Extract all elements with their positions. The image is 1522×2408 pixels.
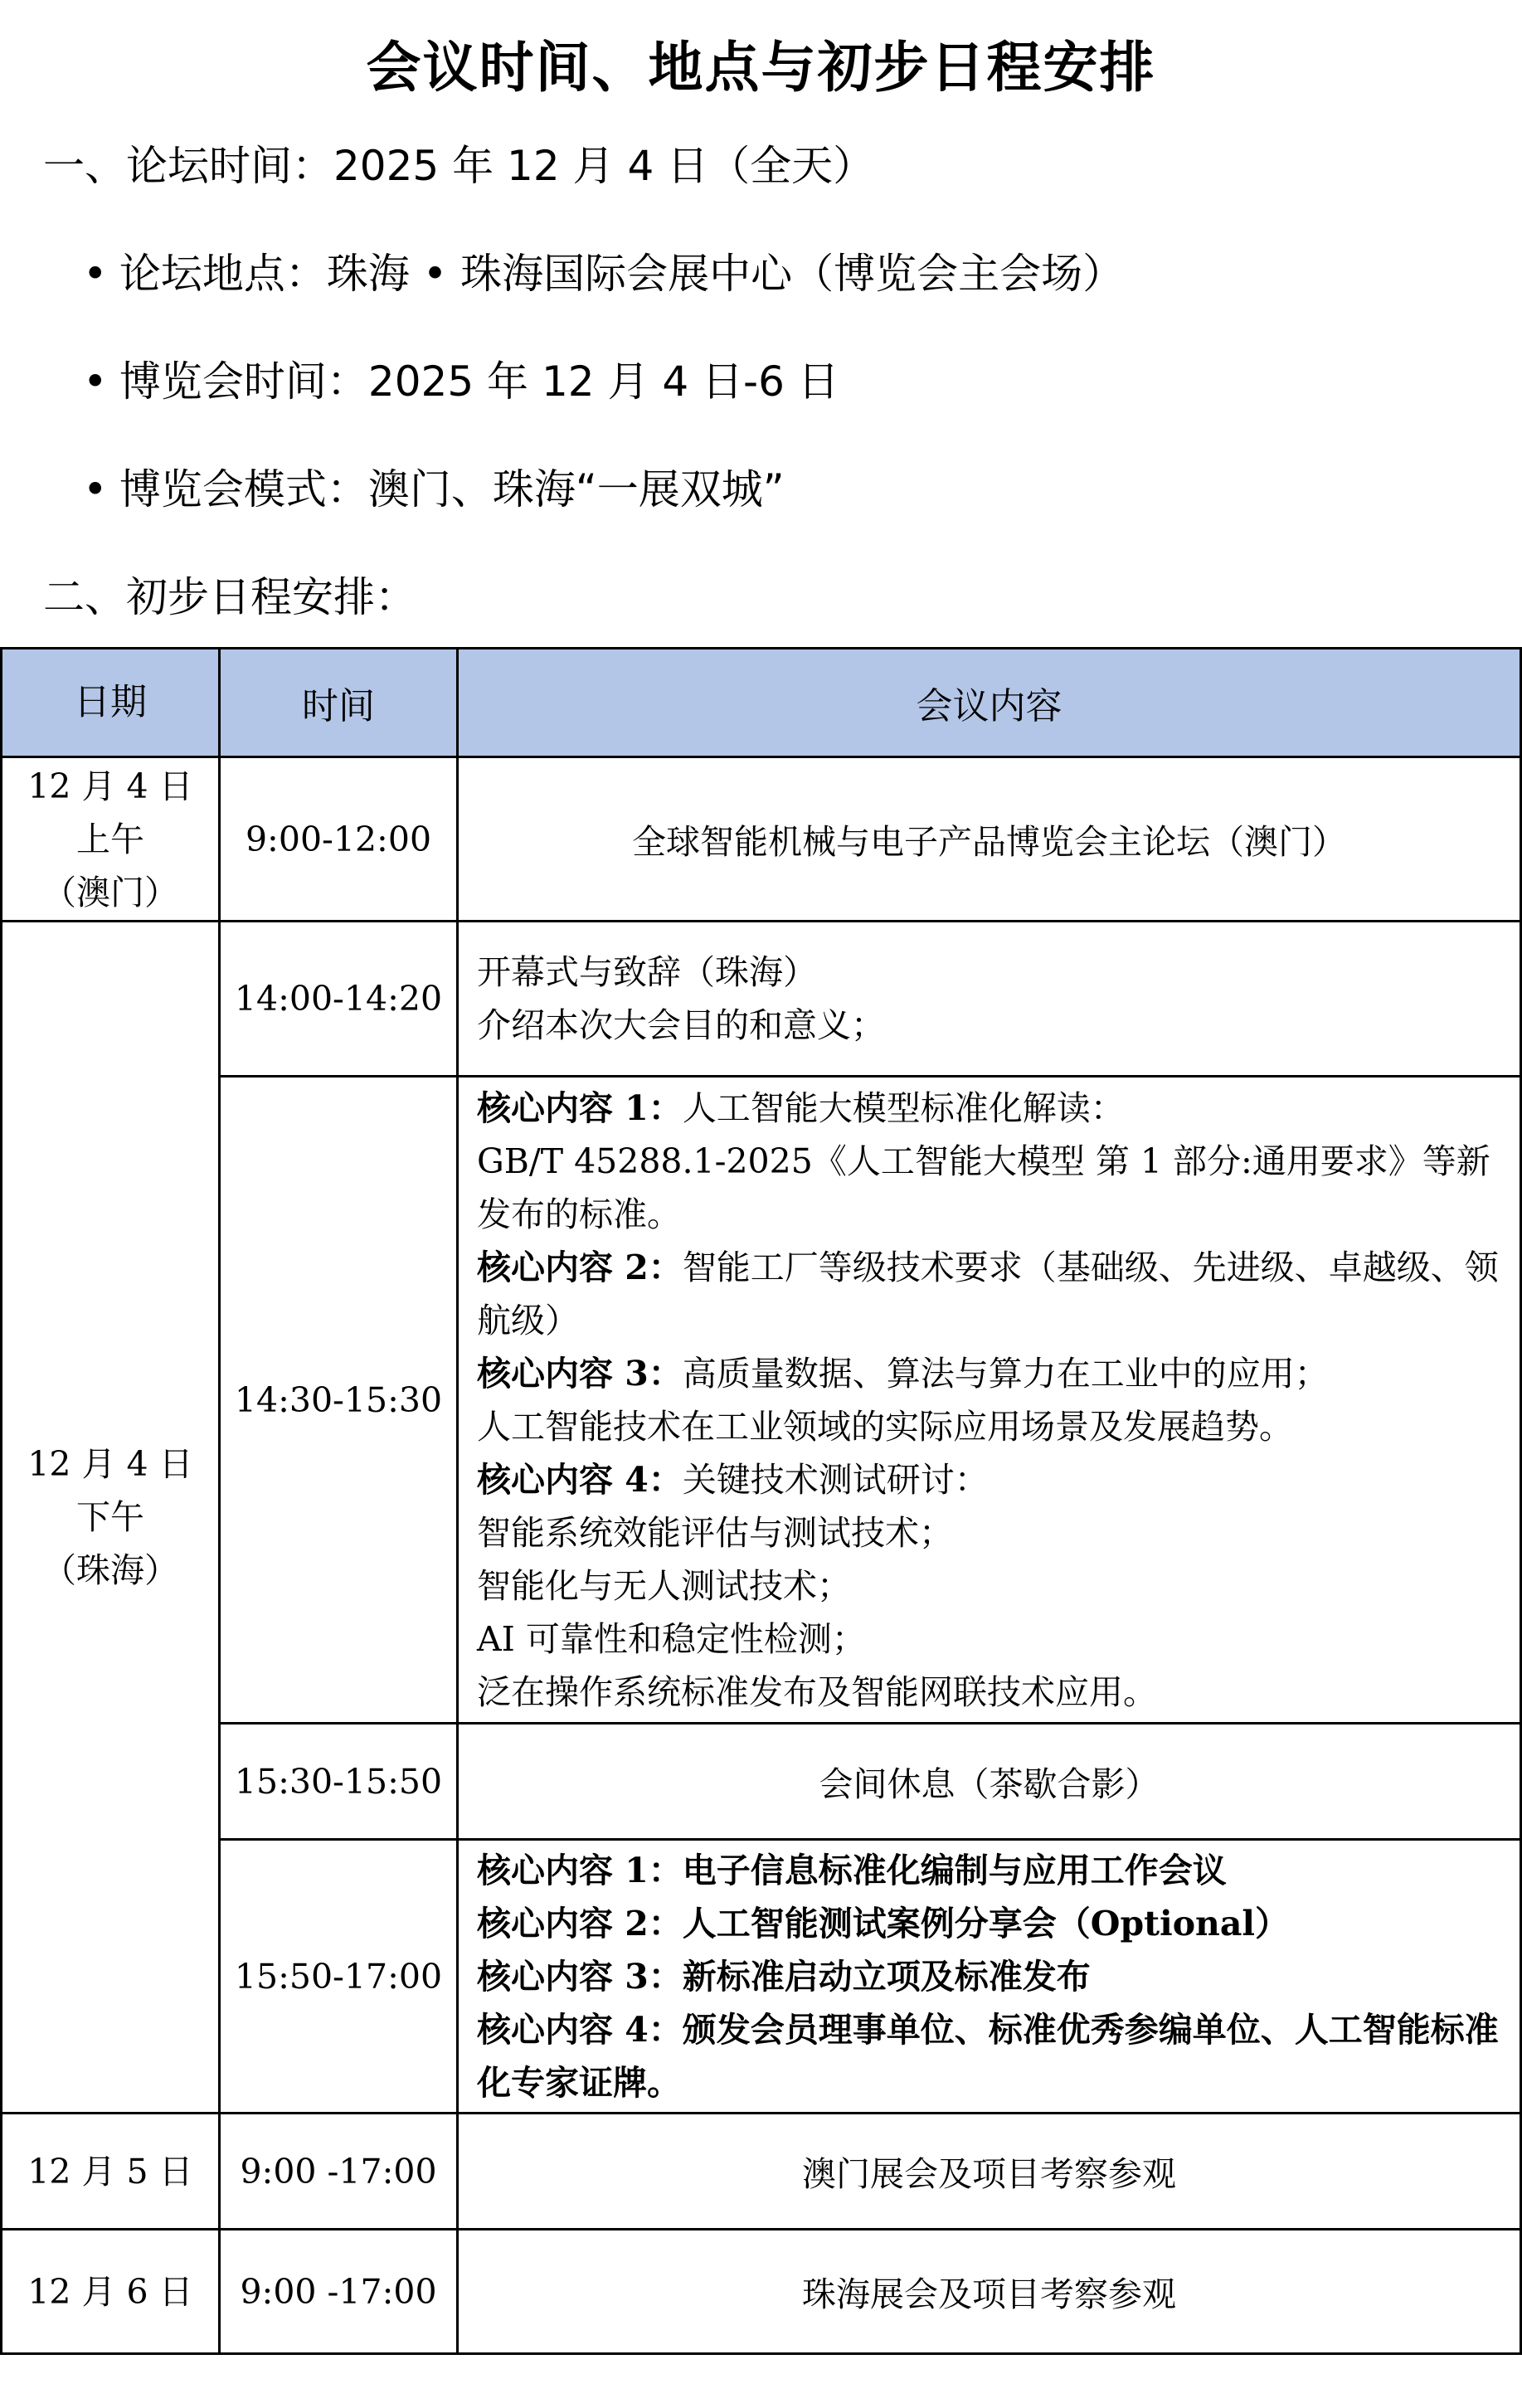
forum-time-heading: 一、论坛时间：2025 年 12 月 4 日（全天）	[43, 142, 875, 190]
header-date: 日期	[2, 649, 220, 757]
core-text: 智能工厂等级技术要求（基础级、先进级、卓越级、领航级）	[477, 1247, 1499, 1340]
date-line: 12 月 4 日	[27, 766, 193, 806]
table-row	[2, 1724, 1521, 1840]
table-row	[2, 2114, 1521, 2230]
content-cell: 澳门展会及项目考察参观	[458, 2114, 1521, 2230]
bullet-icon: •	[83, 465, 108, 513]
core-text: 关键技术测试研讨：	[682, 1459, 989, 1500]
time-cell: 9:00 -17:00	[220, 2230, 458, 2354]
date-line: （珠海）	[42, 1550, 178, 1590]
table-row	[2, 922, 1521, 1077]
content-line: 核心内容 3：新标准启动立项及标准发布	[477, 1956, 1091, 1997]
table-row	[2, 1077, 1521, 1724]
date-cell: 12 月 6 日	[2, 2230, 220, 2354]
bullet-text: 论坛地点：珠海 • 珠海国际会展中心（博览会主会场）	[119, 250, 1125, 298]
content-line	[477, 1453, 1511, 1506]
time-cell: 9:00 -17:00	[220, 2114, 458, 2230]
content-cell: 珠海展会及项目考察参观	[458, 2230, 1521, 2354]
table-row	[2, 1840, 1521, 2114]
date-cell	[2, 757, 220, 922]
time-cell: 14:30-15:30	[220, 1077, 458, 1724]
date-line: 12 月 4 日	[27, 1444, 193, 1484]
content-line: 核心内容 2：人工智能测试案例分享会（Optional）	[477, 1903, 1289, 1943]
core-label: 核心内容 4：	[477, 1459, 683, 1500]
header-content: 会议内容	[458, 649, 1521, 757]
bullet-text: 博览会模式：澳门、珠海“一展双城”	[119, 465, 785, 513]
time-cell: 14:00-14:20	[220, 922, 458, 1077]
core-label: 核心内容 3：	[477, 1353, 683, 1394]
content-cell: 会间休息（茶歇合影）	[458, 1724, 1521, 1840]
schedule-heading: 二、初步日程安排：	[43, 573, 416, 621]
date-line: （澳门）	[42, 872, 178, 912]
content-line: 智能系统效能评估与测试技术；	[477, 1512, 953, 1553]
content-cell	[458, 1077, 1521, 1724]
core-text: 人工智能大模型标准化解读：	[682, 1087, 1125, 1128]
bullet-icon: •	[83, 358, 108, 406]
bullet-text: 博览会时间：2025 年 12 月 4 日-6 日	[119, 358, 839, 406]
bullet-item-expo-time	[83, 348, 839, 408]
bullet-icon: •	[83, 250, 108, 298]
content-cell: 全球智能机械与电子产品博览会主论坛（澳门）	[458, 757, 1521, 922]
table-header-row	[2, 649, 1521, 757]
core-label: 核心内容 1：	[477, 1087, 683, 1128]
bullet-item-expo-mode	[83, 456, 785, 516]
content-line: AI 可靠性和稳定性检测；	[477, 1618, 866, 1659]
content-line: 核心内容 1：电子信息标准化编制与应用工作会议	[477, 1850, 1227, 1890]
content-line	[477, 1082, 1511, 1135]
time-cell: 15:50-17:00	[220, 1840, 458, 2114]
time-cell: 9:00-12:00	[220, 757, 458, 922]
date-cell: 12 月 5 日	[2, 2114, 220, 2230]
content-cell	[458, 1840, 1521, 2114]
table-row	[2, 757, 1521, 922]
header-time: 时间	[220, 649, 458, 757]
date-line: 下午	[76, 1497, 144, 1537]
core-label: 核心内容 2：	[477, 1247, 683, 1287]
schedule-table	[0, 647, 1522, 2355]
core-text: 高质量数据、算法与算力在工业中的应用；	[682, 1353, 1329, 1394]
table-row	[2, 2230, 1521, 2354]
content-line: 核心内容 4：颁发会员理事单位、标准优秀参编单位、人工智能标准化专家证牌。	[477, 2009, 1499, 2103]
content-line: 人工智能技术在工业领域的实际应用场景及发展趋势。	[477, 1406, 1293, 1447]
content-cell	[458, 922, 1521, 1077]
content-line: 开幕式与致辞（珠海）	[477, 952, 817, 992]
page-title: 会议时间、地点与初步日程安排	[366, 36, 1156, 100]
date-cell	[2, 922, 220, 2114]
content-line: 智能化与无人测试技术；	[477, 1565, 851, 1606]
bullet-item-venue	[83, 241, 1124, 300]
date-line: 上午	[76, 819, 144, 859]
content-line	[477, 1241, 1511, 1347]
content-line	[477, 1347, 1511, 1400]
time-cell: 15:30-15:50	[220, 1724, 458, 1840]
content-line: 泛在操作系统标准发布及智能网联技术应用。	[477, 1671, 1157, 1712]
content-line: GB/T 45288.1-2025《人工智能大模型 第 1 部分:通用要求》等新发布的标准。	[477, 1141, 1490, 1234]
content-line: 介绍本次大会目的和意义；	[477, 1005, 885, 1045]
